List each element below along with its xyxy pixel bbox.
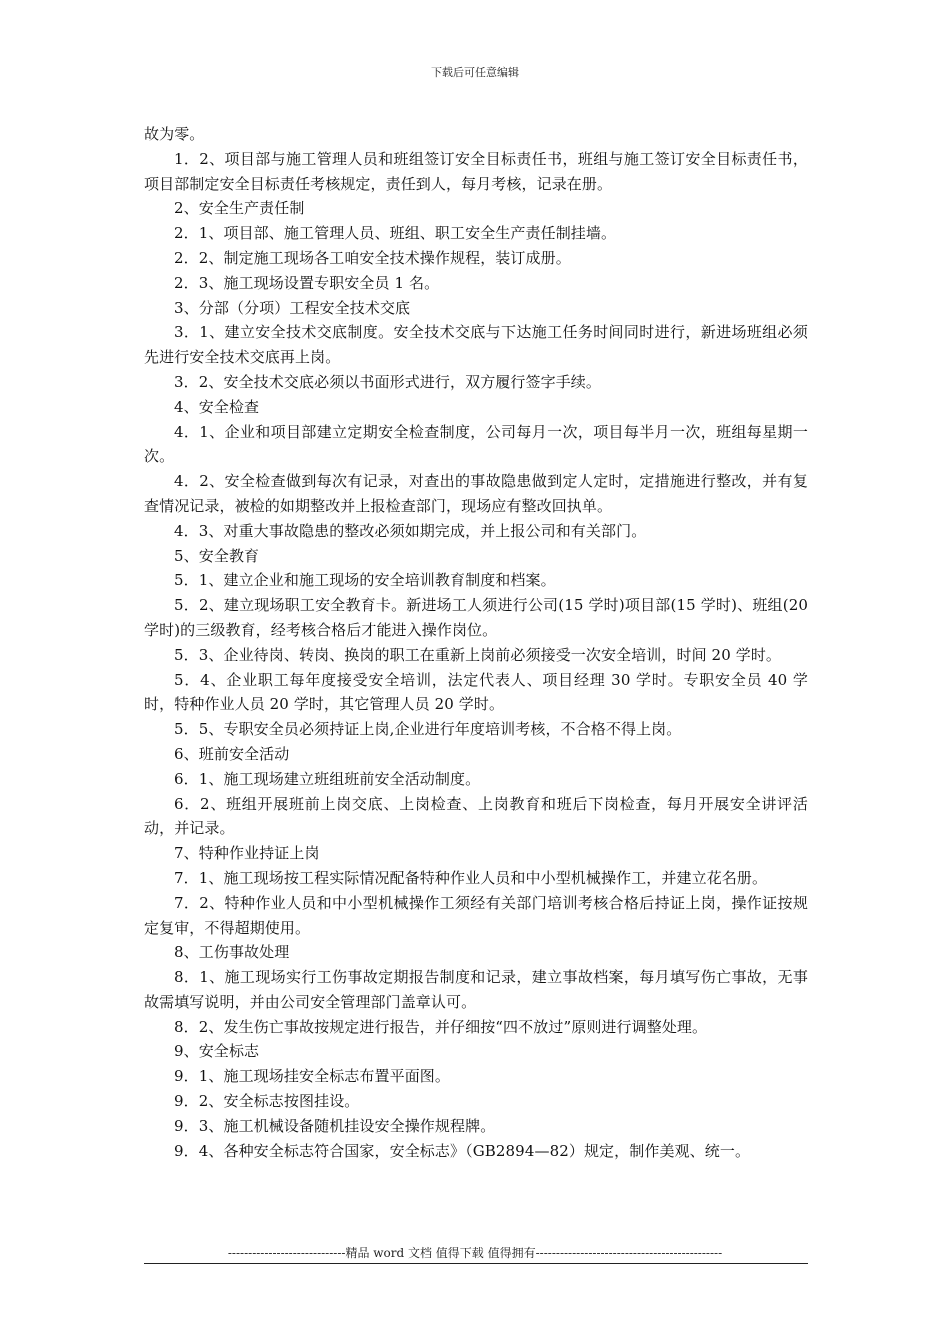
paragraph: 8、工伤事故处理 (174, 943, 290, 962)
paragraph: 9．2、安全标志按图挂设。 (174, 1092, 360, 1111)
paragraph: 4．2、安全检查做到每次有记录，对查出的事故隐患做到定人定时，定措施进行整改，并有复查情况记录，被检的如期整改并上报检查部门，现场应有整改回执单。 (144, 472, 808, 515)
paragraph: 7．2、特种作业人员和中小型机械操作工须经有关部门培训考核合格后持证上岗，操作证按规定复审，不得超期使用。 (144, 893, 808, 937)
paragraph: 2、安全生产责任制 (174, 199, 305, 218)
paragraph: 4、安全检查 (174, 397, 260, 416)
paragraph: 6．1、施工现场建立班组班前安全活动制度。 (174, 769, 481, 788)
paragraph: 9．3、施工机械设备随机挂设安全操作规程牌。 (174, 1116, 496, 1135)
paragraph: 3．1、建立安全技术交底制度。安全技术交底与下达施工任务时间同时进行，新进场班组必须先进行安全技术交底再上岗。 (144, 323, 808, 367)
paragraph: 5．3、企业待岗、转岗、换岗的职工在重新上岗前必须接受一次安全培训，时间 20 学时。 (174, 645, 782, 664)
paragraph: 3、分部（分项）工程安全技术交底 (174, 298, 411, 317)
paragraph: 故为零。 (144, 125, 205, 143)
paragraph: 7、特种作业持证上岗 (174, 844, 320, 863)
paragraph: 9、安全标志 (174, 1042, 260, 1061)
paragraph: 4．1、企业和项目部建立定期安全检查制度，公司每月一次，项目每半月一次，班组每星期一次。 (144, 422, 808, 466)
paragraph: 8．2、发生伤亡事故按规定进行报告，并仔细按“四不放过”原则进行调整处理。 (174, 1017, 708, 1036)
paragraph: 2．1、项目部、施工管理人员、班组、职工安全生产责任制挂墙。 (174, 224, 617, 243)
paragraph: 6．2、班组开展班前上岗交底、上岗检查、上岗教育和班后下岗检查，每月开展安全讲评活动，并记录。 (144, 794, 808, 838)
paragraph: 7．1、施工现场按工程实际情况配备特种作业人员和中小型机械操作工，并建立花名册。 (174, 868, 768, 887)
page-header: 下载后可任意编辑 (431, 66, 519, 79)
paragraph: 5．1、建立企业和施工现场的安全培训教育制度和档案。 (174, 571, 556, 590)
paragraph: 9．1、施工现场挂安全标志布置平面图。 (174, 1067, 450, 1086)
paragraph: 5．5、专职安全员必须持证上岗,企业进行年度培训考核，不合格不得上岗。 (174, 720, 682, 739)
footer-divider (144, 1263, 808, 1264)
paragraph: 2．2、制定施工现场各工咱安全技术操作规程，装订成册。 (174, 248, 571, 267)
document-body (144, 122, 808, 1163)
paragraph: 4．3、对重大事故隐患的整改必须如期完成，并上报公司和有关部门。 (174, 521, 647, 540)
paragraph: 3．2、安全技术交底必须以书面形式进行，双方履行签字手续。 (174, 372, 601, 391)
paragraph: 2．3、施工现场设置专职安全员 1 名。 (174, 273, 440, 292)
paragraph: 8．1、施工现场实行工伤事故定期报告制度和记录，建立事故档案，每月填写伤亡事故，无事故需填写说明，并由公司安全管理部门盖章认可。 (144, 968, 808, 1011)
paragraph: 5．2、建立现场职工安全教育卡。新进场工人须进行公司(15 学时)项目部(15 学时)、班组(20 学时)的三级教育，经考核合格后才能进入操作岗位。 (144, 596, 808, 639)
paragraph: 1．2、项目部与施工管理人员和班组签订安全目标责任书，班组与施工签订安全目标责任书，项目部制定安全目标责任考核规定，责任到人，每月考核，记录在册。 (144, 149, 808, 193)
paragraph: 5、安全教育 (174, 546, 260, 565)
paragraph: 6、班前安全活动 (174, 744, 290, 763)
paragraph: 9．4、各种安全标志符合国家，安全标志》（GB2894—82）规定，制作美观、统一。 (174, 1141, 751, 1160)
paragraph: 5．4、企业职工每年度接受安全培训，法定代表人、项目经理 30 学时。专职安全员 40 学时，特种作业人员 20 学时，其它管理人员 20 学时。 (144, 670, 808, 714)
page-footer: -----------------------------精品 word 文档 值得下载 值得拥有---------------------------------------------- (227, 1246, 723, 1260)
